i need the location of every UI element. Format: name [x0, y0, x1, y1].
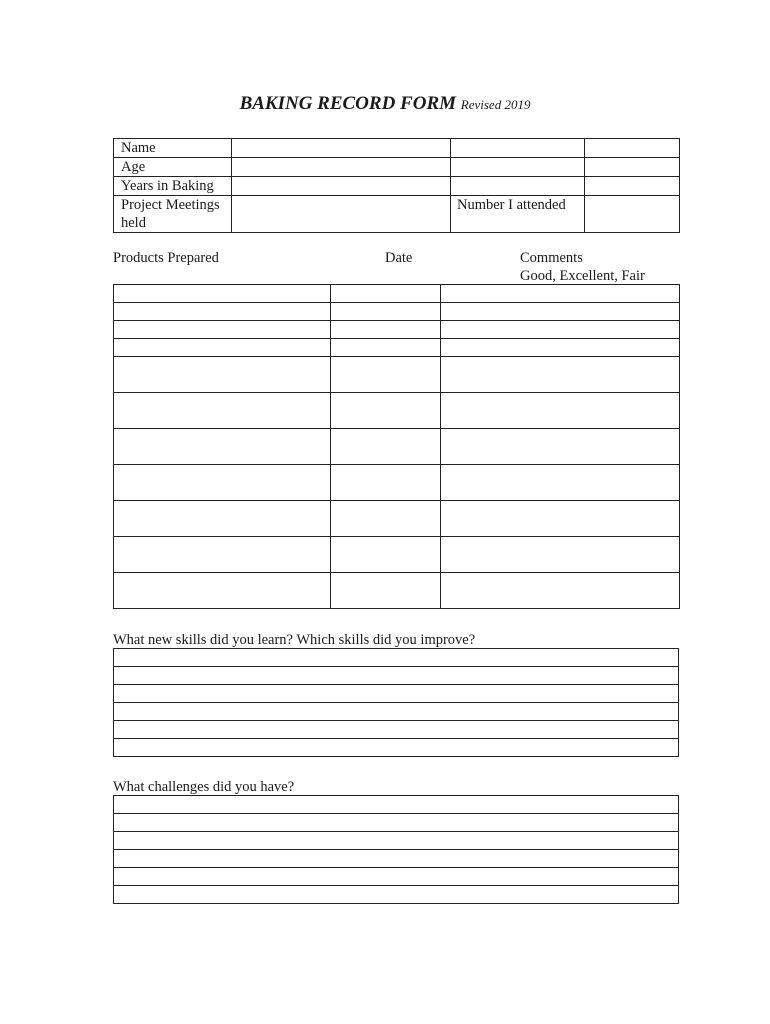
skills-line[interactable] [114, 649, 679, 667]
challenges-line[interactable] [114, 832, 679, 850]
comments-cell[interactable] [441, 429, 680, 465]
date-cell[interactable] [331, 285, 441, 303]
age-field[interactable] [232, 158, 451, 177]
info-row-years [114, 177, 680, 196]
product-row [114, 465, 680, 501]
form-title [0, 93, 770, 115]
date-cell[interactable] [331, 573, 441, 609]
comments-cell[interactable] [441, 573, 680, 609]
challenges-row [114, 796, 679, 814]
challenges-row [114, 850, 679, 868]
skills-line[interactable] [114, 703, 679, 721]
product-cell[interactable] [114, 393, 331, 429]
date-cell[interactable] [331, 465, 441, 501]
product-cell[interactable] [114, 537, 331, 573]
challenges-row [114, 832, 679, 850]
comments-cell[interactable] [441, 393, 680, 429]
challenges-row [114, 814, 679, 832]
product-cell[interactable] [114, 357, 331, 393]
years-field[interactable] [232, 177, 451, 196]
info-table [113, 138, 680, 233]
challenges-line[interactable] [114, 796, 679, 814]
name-label: Name [114, 139, 232, 158]
product-cell[interactable] [114, 303, 331, 321]
product-row [114, 393, 680, 429]
skills-question: What new skills did you learn? Which skills did you improve? [113, 632, 476, 648]
revised-label: Revised 2019 [460, 97, 531, 112]
product-row [114, 339, 680, 357]
skills-line[interactable] [114, 721, 679, 739]
product-row [114, 321, 680, 339]
comments-header: Comments [520, 250, 583, 266]
product-row [114, 573, 680, 609]
date-cell[interactable] [331, 501, 441, 537]
product-cell[interactable] [114, 573, 331, 609]
product-cell[interactable] [114, 465, 331, 501]
skills-line[interactable] [114, 739, 679, 757]
product-cell[interactable] [114, 501, 331, 537]
meetings-held-label: Project Meetings held [114, 196, 232, 233]
skills-row [114, 667, 679, 685]
challenges-lines [113, 795, 679, 904]
product-row [114, 537, 680, 573]
number-attended-field[interactable] [585, 196, 680, 233]
challenges-row [114, 886, 679, 904]
products-table [113, 284, 680, 609]
challenges-line[interactable] [114, 814, 679, 832]
meetings-held-field[interactable] [232, 196, 451, 233]
name-field-extra-2[interactable] [585, 139, 680, 158]
challenges-question: What challenges did you have? [113, 779, 295, 795]
comments-cell[interactable] [441, 537, 680, 573]
name-field-extra[interactable] [451, 139, 585, 158]
number-attended-label: Number I attended [451, 196, 585, 233]
years-field-extra[interactable] [451, 177, 585, 196]
skills-row [114, 721, 679, 739]
skills-row [114, 649, 679, 667]
challenges-row [114, 868, 679, 886]
challenges-line[interactable] [114, 868, 679, 886]
comments-cell[interactable] [441, 303, 680, 321]
challenges-line[interactable] [114, 886, 679, 904]
date-cell[interactable] [331, 321, 441, 339]
product-cell[interactable] [114, 339, 331, 357]
years-field-extra-2[interactable] [585, 177, 680, 196]
product-row [114, 501, 680, 537]
comments-cell[interactable] [441, 357, 680, 393]
product-row [114, 285, 680, 303]
product-cell[interactable] [114, 321, 331, 339]
skills-lines [113, 648, 679, 757]
date-cell[interactable] [331, 303, 441, 321]
skills-row [114, 703, 679, 721]
comments-cell[interactable] [441, 285, 680, 303]
name-field[interactable] [232, 139, 451, 158]
product-row [114, 429, 680, 465]
product-row [114, 357, 680, 393]
age-field-extra-2[interactable] [585, 158, 680, 177]
date-cell[interactable] [331, 537, 441, 573]
info-row-name [114, 139, 680, 158]
comments-cell[interactable] [441, 339, 680, 357]
product-cell[interactable] [114, 285, 331, 303]
date-header: Date [385, 250, 413, 266]
age-field-extra[interactable] [451, 158, 585, 177]
form-title-text: BAKING RECORD FORM [239, 93, 457, 114]
challenges-line[interactable] [114, 850, 679, 868]
product-cell[interactable] [114, 429, 331, 465]
skills-row [114, 739, 679, 757]
years-label: Years in Baking [114, 177, 232, 196]
date-cell[interactable] [331, 339, 441, 357]
comments-cell[interactable] [441, 321, 680, 339]
product-row [114, 303, 680, 321]
comments-cell[interactable] [441, 501, 680, 537]
comments-subheader: Good, Excellent, Fair [520, 268, 645, 284]
skills-row [114, 685, 679, 703]
date-cell[interactable] [331, 357, 441, 393]
info-row-meetings [114, 196, 680, 233]
products-prepared-header: Products Prepared [113, 250, 219, 266]
date-cell[interactable] [331, 393, 441, 429]
skills-line[interactable] [114, 685, 679, 703]
age-label: Age [114, 158, 232, 177]
skills-line[interactable] [114, 667, 679, 685]
date-cell[interactable] [331, 429, 441, 465]
comments-cell[interactable] [441, 465, 680, 501]
info-row-age [114, 158, 680, 177]
